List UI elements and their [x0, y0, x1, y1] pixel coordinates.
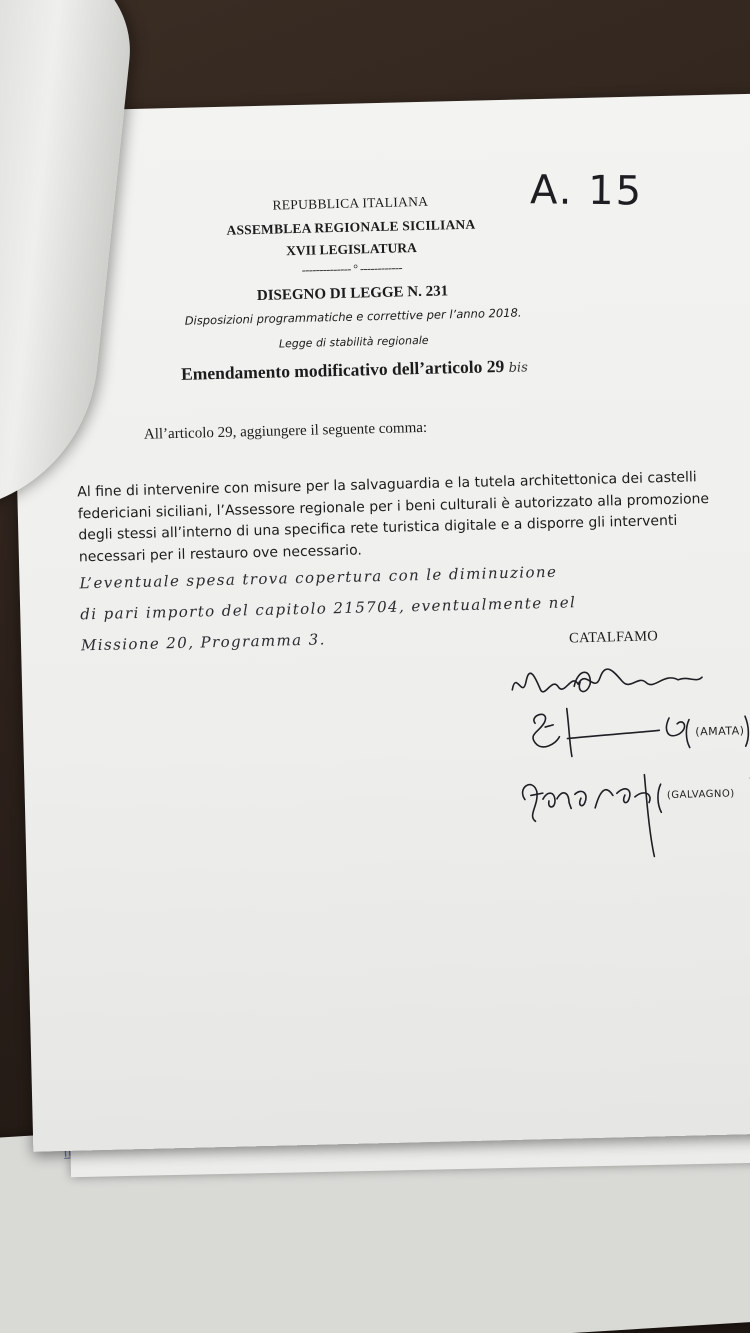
- signature-strokes: [482, 653, 750, 880]
- stability-law-label: Legge di stabilità regionale: [278, 333, 429, 351]
- amendment-title-text: Emendamento modificativo dell’articolo 29: [180, 355, 505, 384]
- signature-label-galvagno: (GALVAGNO): [666, 788, 735, 802]
- bill-title: DISEGNO DI LEGGE N. 231: [256, 283, 449, 304]
- signature-label-amata: (AMATA): [695, 724, 745, 739]
- handwritten-line: L’eventuale spesa trova copertura con le diminuzione: [79, 562, 558, 593]
- header-republic: REPUBBLICA ITALIANA: [272, 193, 429, 213]
- amendment-body: Al fine di intervenire con misure per la salvaguardia e la tutela architettonica dei castelli federiciani siciliani, l’Assessore regionale per i beni culturali è autorizzato alla promozione degli stessi all’interno di una specifica rete turistica digitale e a disporre gli interventi necessari per il restauro ove necessario.: [77, 469, 710, 565]
- document-number-handwritten: A. 15: [529, 167, 644, 215]
- document-page: [8, 94, 750, 1152]
- signer-name: CATALFAMO: [568, 628, 659, 647]
- amendment-title: [14, 351, 694, 389]
- header-legislature: XVII LEGISLATURA: [285, 240, 417, 259]
- amendment-handwritten-suffix: bis: [508, 360, 528, 376]
- signatures: [482, 653, 750, 880]
- handwritten-line: Missione 20, Programma 3.: [80, 630, 326, 655]
- signature-3: [522, 774, 654, 859]
- signature-1: [512, 667, 702, 693]
- signature-2: [532, 706, 685, 758]
- handwritten-line: di pari importo del capitolo 215704, eventualmente nel: [80, 593, 577, 624]
- bill-subtitle: Disposizioni programmatiche e correttive per l’anno 2018.: [184, 305, 522, 328]
- header-assembly: ASSEMBLEA REGIONALE SICILIANA: [226, 216, 476, 238]
- intro-line: All’articolo 29, aggiungere il seguente comma:: [143, 419, 428, 443]
- header-divider: -------------- ° ------------: [301, 260, 403, 277]
